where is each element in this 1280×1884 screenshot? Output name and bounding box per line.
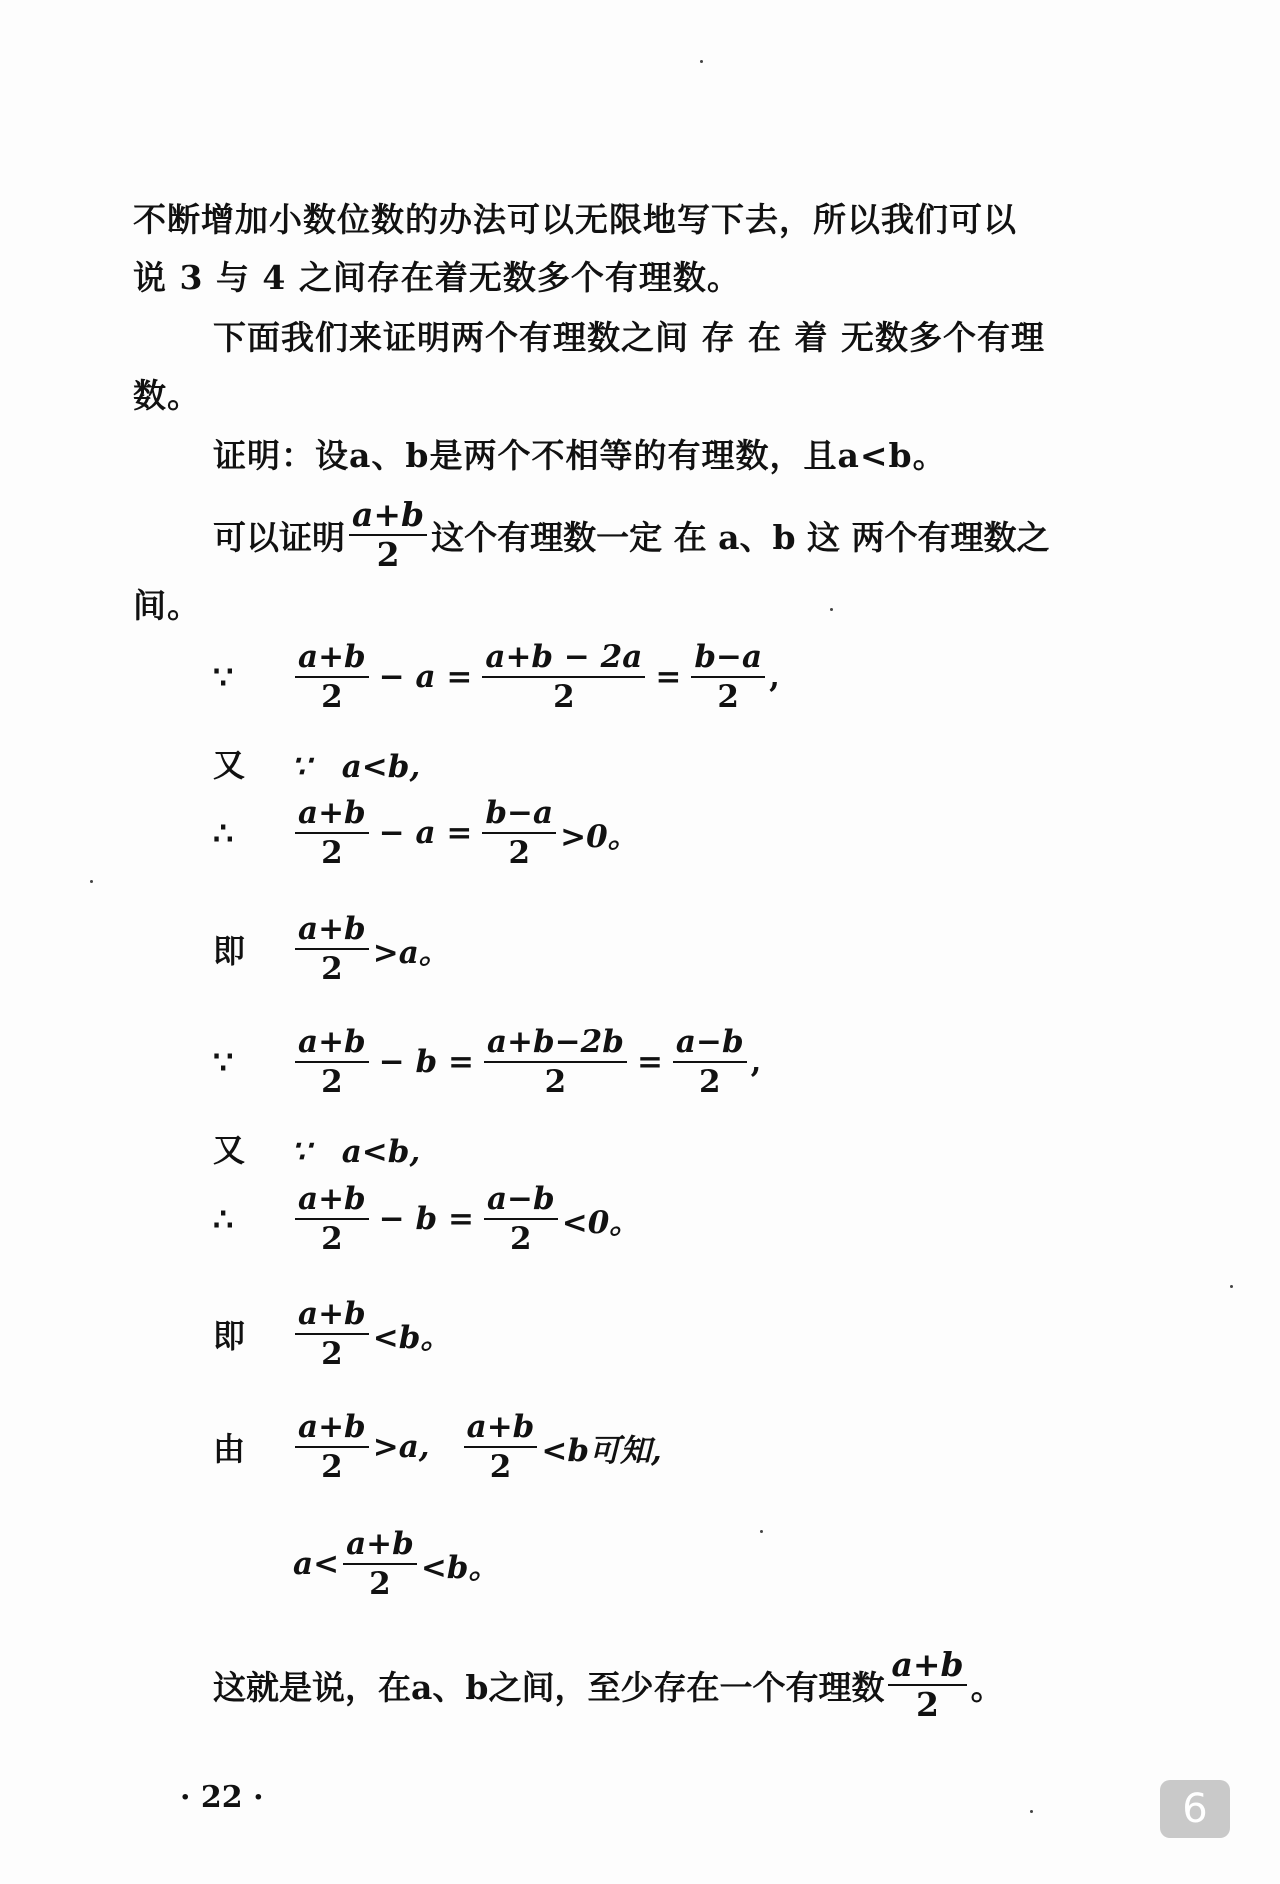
expression: ∵ a<b, [291, 748, 421, 785]
expression: − a = [378, 815, 473, 851]
from-label: 由 [213, 1430, 246, 1468]
fraction-denominator: 2 [508, 835, 531, 871]
expression: <b可知, [541, 1432, 662, 1469]
proof-intro [213, 436, 947, 476]
fraction-denominator: 2 [510, 1221, 532, 1257]
fraction [484, 1025, 627, 1099]
because-symbol: ∵ [213, 658, 234, 696]
because-symbol: ∵ [213, 1043, 234, 1081]
proof-label: 证明： [213, 436, 315, 475]
claim-fraction [349, 495, 427, 574]
fraction-denominator: 2 [369, 1566, 391, 1602]
fraction-numerator: b−a [482, 796, 556, 834]
scan-speck [830, 608, 833, 611]
fraction-numerator: a+b−2b [484, 1025, 627, 1063]
claim-prefix: 可以证明 [213, 517, 345, 557]
fraction-denominator: 2 [321, 1336, 343, 1372]
also-label: 又 [213, 746, 246, 784]
punctuation: , [769, 659, 780, 695]
also-label: 又 [213, 1131, 246, 1169]
proof-step-7 [213, 1182, 640, 1256]
claim-line2: 间。 [133, 586, 201, 625]
fraction [343, 1527, 417, 1601]
fraction [484, 1182, 558, 1256]
fraction-numerator: b−a [691, 640, 765, 678]
fraction-denominator: 2 [544, 1064, 567, 1100]
equals-sign: = [636, 1044, 663, 1080]
fraction-numerator: a+b [343, 1527, 417, 1565]
para1-line1: 不断增加小数位数的办法可以无限地写下去，所以我们可以 [133, 200, 1017, 239]
fraction-numerator: a−b [673, 1025, 747, 1063]
para2-line2: 数。 [133, 376, 201, 415]
proof-step-10 [293, 1527, 499, 1601]
fraction [295, 912, 369, 986]
expression: a< [293, 1546, 340, 1582]
fraction [295, 796, 369, 870]
fraction-denominator: 2 [321, 679, 343, 715]
expression: >a。 [372, 934, 450, 971]
fraction-denominator: 2 [321, 835, 343, 871]
namely-label: 即 [213, 932, 246, 970]
fraction [482, 640, 645, 714]
punctuation: , [750, 1044, 762, 1080]
claim-suffix: 这个有理数一定 在 a、b 这 两个有理数之 [431, 517, 1050, 557]
fraction-numerator: a−b [484, 1182, 558, 1220]
expression: >a, [372, 1429, 430, 1465]
scan-speck [760, 1530, 763, 1533]
proof-step-3 [213, 796, 639, 870]
fraction-numerator: a+b [464, 1410, 538, 1448]
fraction-numerator: a+b [295, 912, 369, 950]
fraction-denominator: 2 [553, 679, 575, 715]
fraction [295, 1182, 369, 1256]
fraction-denominator: 2 [321, 951, 343, 987]
page-badge[interactable]: 6 [1160, 1780, 1230, 1838]
fraction [295, 1297, 369, 1371]
scan-speck [700, 60, 703, 63]
fraction [295, 1025, 369, 1099]
conclusion-line [213, 1645, 1004, 1724]
fraction [673, 1025, 747, 1099]
fraction [482, 796, 556, 870]
therefore-symbol: ∴ [213, 814, 234, 852]
page-number: · 22 · [180, 1780, 264, 1815]
fraction-denominator: 2 [321, 1064, 343, 1100]
expression: <b。 [372, 1319, 452, 1356]
expression: <0。 [561, 1204, 641, 1241]
fraction-denominator: 2 [376, 535, 400, 574]
proof-text: 设a、b是两个不相等的有理数，且a<b。 [315, 436, 947, 475]
expression: >0。 [560, 818, 639, 855]
fraction-numerator: a+b [295, 1025, 369, 1063]
namely-label: 即 [213, 1317, 246, 1355]
fraction [691, 640, 765, 714]
expression: − b = [378, 1044, 474, 1080]
proof-step-4 [213, 912, 450, 986]
fraction-numerator: a+b [295, 640, 369, 678]
fraction [464, 1410, 538, 1484]
fraction-numerator: a+b [295, 1182, 369, 1220]
fraction [888, 1645, 966, 1724]
fraction-denominator: 2 [321, 1449, 343, 1485]
fraction-denominator: 2 [321, 1221, 343, 1257]
proof-step-2 [213, 740, 420, 786]
expression: ∵ a<b, [291, 1133, 421, 1170]
para1-line2: 说 3 与 4 之间存在着无数多个有理数。 [133, 258, 741, 297]
equals-sign: = [655, 659, 682, 695]
proof-step-8 [213, 1297, 451, 1371]
expression: <b。 [420, 1549, 500, 1586]
scan-speck [1230, 1285, 1233, 1288]
fraction-denominator: 2 [916, 1685, 939, 1724]
fraction-numerator: a+b − 2a [482, 640, 645, 678]
fraction-numerator: a+b [295, 796, 369, 834]
proof-step-6 [213, 1125, 420, 1171]
fraction [295, 1410, 369, 1484]
para2-line1: 下面我们来证明两个有理数之间 存 在 着 无数多个有理 [213, 318, 1045, 357]
expression: − a = [378, 659, 473, 695]
proof-step-5 [213, 1025, 761, 1099]
punctuation: 。 [970, 1667, 1004, 1707]
fraction-numerator: a+b [888, 1648, 966, 1686]
conclusion-text: 这就是说，在a、b之间，至少存在一个有理数 [213, 1667, 885, 1707]
fraction [295, 640, 369, 714]
proof-step-1 [213, 640, 780, 714]
claim-line [213, 495, 1050, 574]
fraction-numerator: a+b [295, 1410, 369, 1448]
fraction-numerator: a+b [295, 1297, 369, 1335]
fraction-denominator: 2 [699, 1064, 721, 1100]
therefore-symbol: ∴ [213, 1200, 234, 1238]
scan-speck [90, 880, 93, 883]
fraction-denominator: 2 [489, 1449, 512, 1485]
expression: − b = [378, 1201, 474, 1237]
proof-step-9 [213, 1410, 662, 1484]
fraction-denominator: 2 [717, 679, 739, 715]
scan-speck [1030, 1810, 1033, 1813]
fraction-numerator: a+b [349, 498, 427, 536]
